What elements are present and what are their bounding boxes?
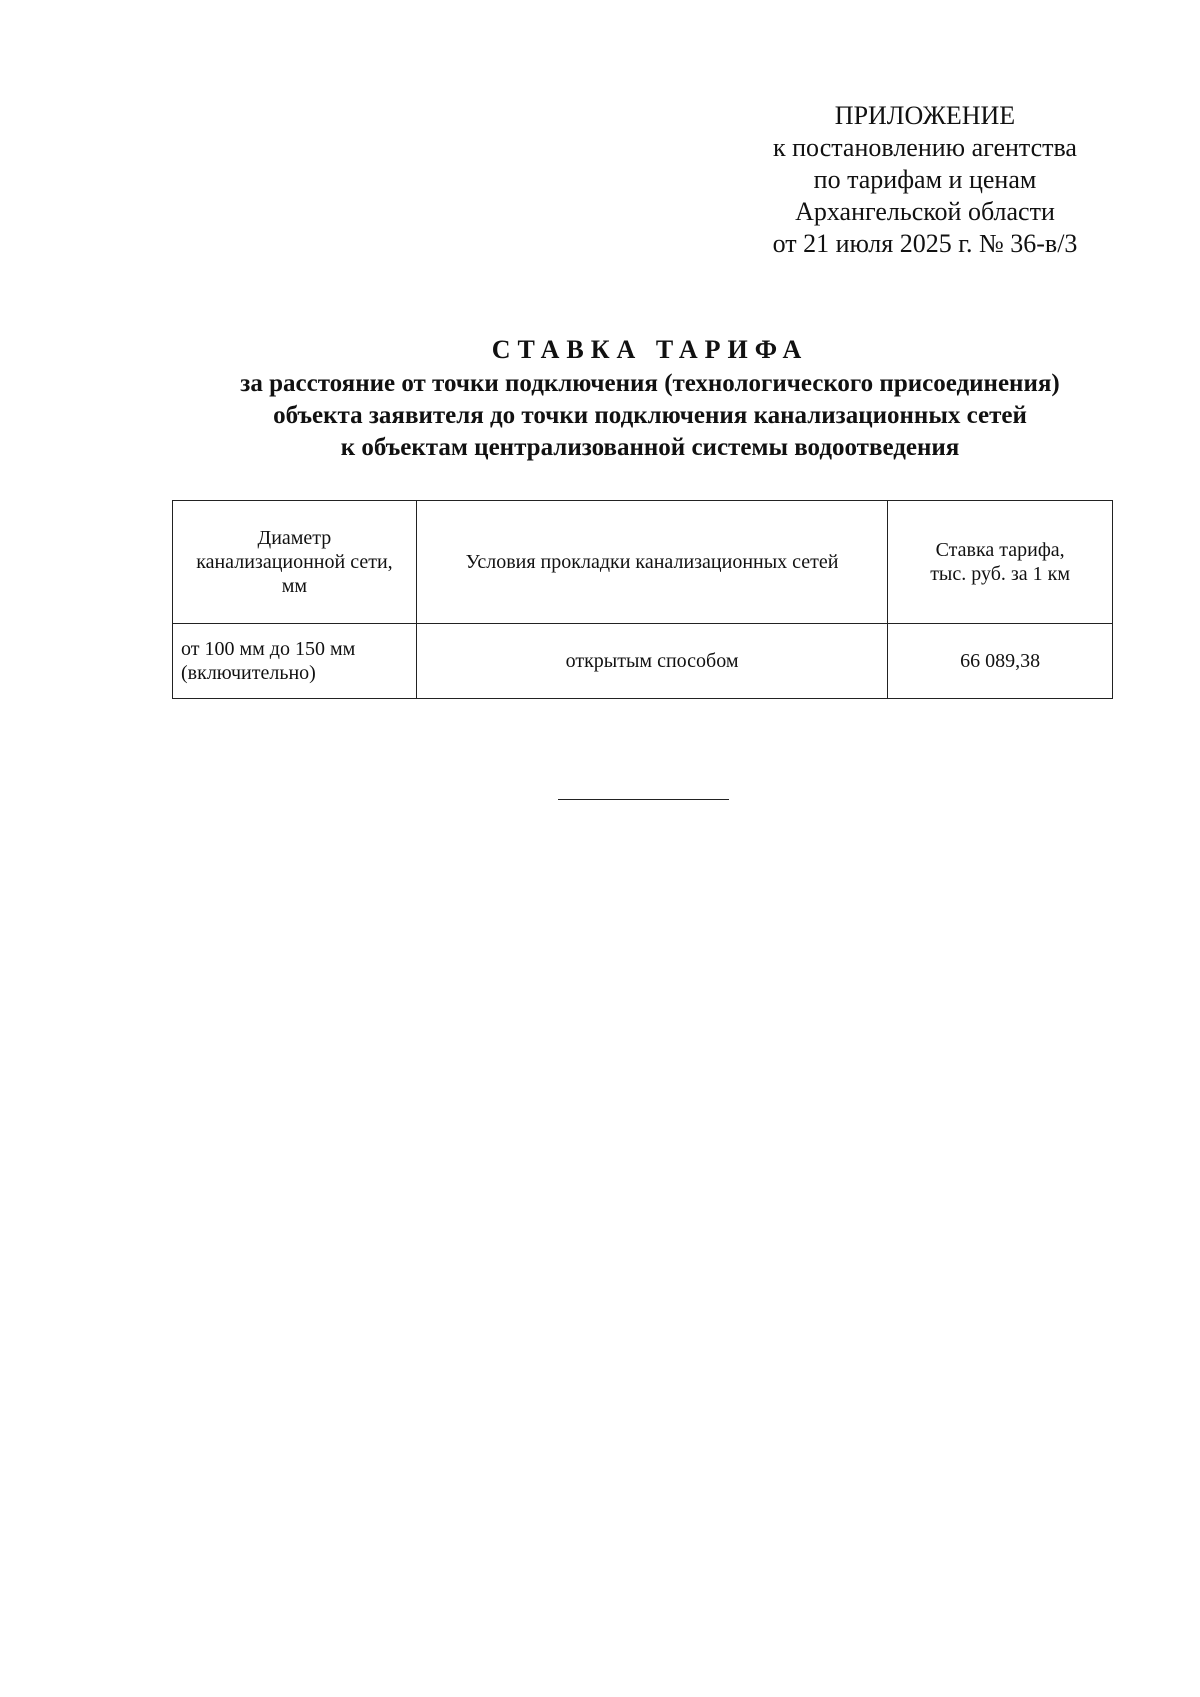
cell-diameter bbox=[173, 624, 417, 699]
cell-text: от 100 мм до 150 мм bbox=[181, 638, 356, 660]
title-line: за расстояние от точки подключения (технологического присоединения) bbox=[240, 370, 1060, 397]
header-text: Диаметр bbox=[257, 527, 332, 549]
header-diameter bbox=[173, 501, 417, 624]
appendix-label: ПРИЛОЖЕНИЕ bbox=[834, 101, 1016, 130]
title-line: объекта заявителя до точки подключения канализационных сетей bbox=[273, 402, 1027, 429]
header-text: Ставка тарифа, bbox=[935, 539, 1065, 561]
tariff-table bbox=[172, 500, 1113, 699]
appendix-line: по тарифам и ценам bbox=[813, 165, 1037, 194]
table-row bbox=[173, 624, 1113, 699]
end-divider bbox=[558, 799, 729, 800]
document-title bbox=[140, 334, 1160, 464]
header-conditions bbox=[416, 501, 887, 624]
header-text: Условия прокладки канализационных сетей bbox=[465, 551, 839, 573]
header-rate bbox=[888, 501, 1113, 624]
title-main: СТАВКА ТАРИФА bbox=[491, 335, 809, 364]
appendix-header bbox=[700, 100, 1150, 260]
header-text: тыс. руб. за 1 км bbox=[930, 563, 1071, 585]
appendix-line: Архангельской области bbox=[795, 197, 1055, 226]
appendix-line: к постановлению агентства bbox=[773, 133, 1077, 162]
title-line: к объектам централизованной системы водоотведения bbox=[340, 434, 960, 461]
table-header-row bbox=[173, 501, 1113, 624]
cell-rate: 66 089,38 bbox=[888, 624, 1113, 699]
cell-text: (включительно) bbox=[181, 662, 316, 684]
cell-conditions: открытым способом bbox=[416, 624, 887, 699]
header-text: канализационной сети, bbox=[196, 551, 393, 573]
appendix-date-number: от 21 июля 2025 г. № 36-в/3 bbox=[772, 229, 1078, 258]
header-text: мм bbox=[281, 575, 308, 597]
